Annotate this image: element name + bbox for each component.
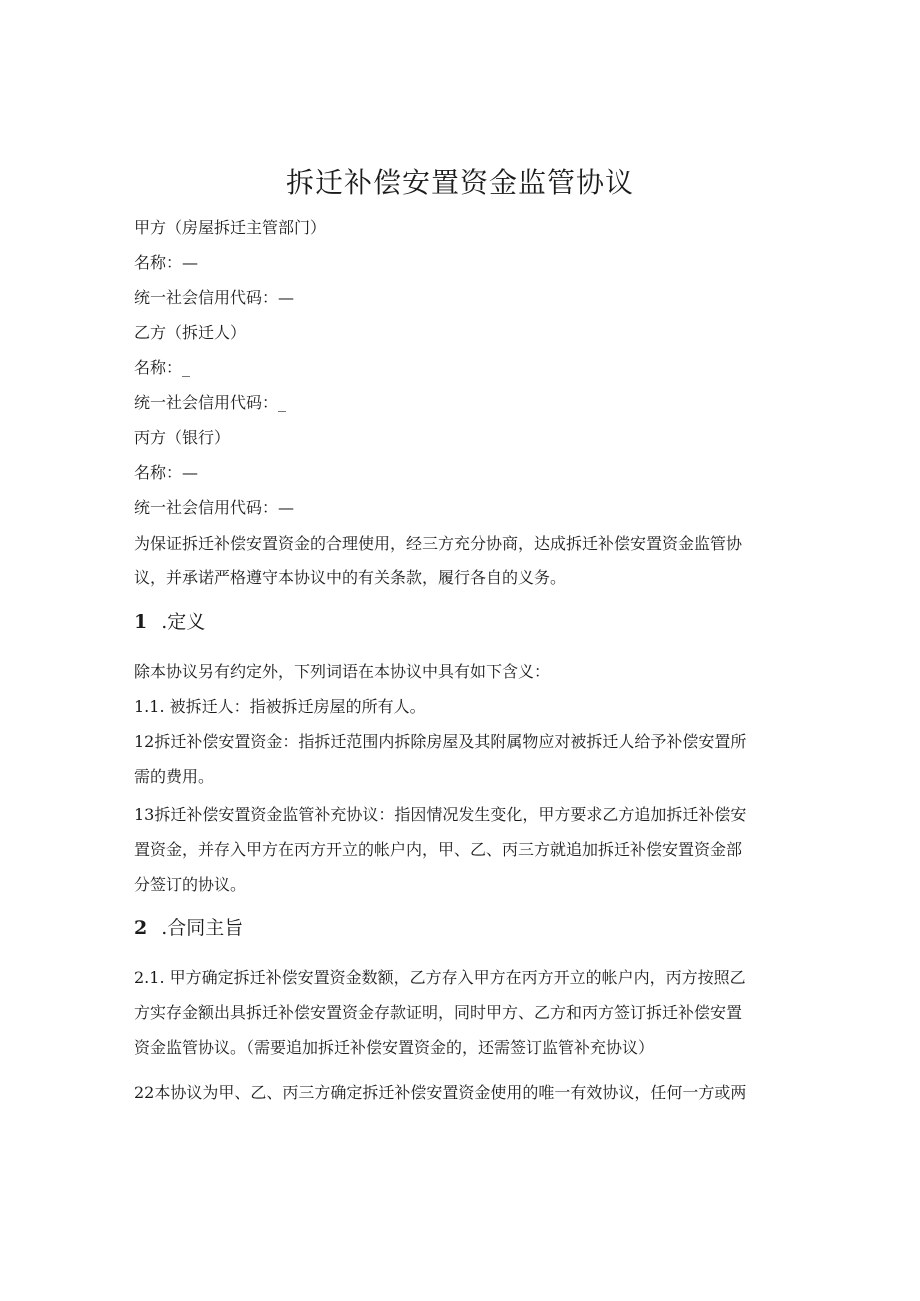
clause-item-continued: 资金监管协议。（需要追加拆迁补偿安置资金的，还需签订监管补充协议）: [134, 1038, 655, 1057]
party-a-name: 名称：—: [134, 253, 199, 272]
section-1-title: .定义: [161, 611, 206, 633]
intro-line: 为保证拆迁补偿安置资金的合理使用，经三方充分协商，达成拆迁补偿安置资金监管协: [134, 534, 743, 553]
section-2-number: 2: [134, 917, 148, 939]
party-c-credit-code: 统一社会信用代码：—: [134, 498, 295, 517]
definition-item: 1.1. 被拆迁人：指被拆迁房屋的所有人。: [134, 697, 426, 716]
definition-item-continued: 置资金，并存入甲方在丙方开立的帐户内，甲、乙、丙三方就追加拆迁补偿安置资金部: [134, 840, 743, 859]
section-2-heading: [134, 916, 794, 940]
party-a-credit-code: 统一社会信用代码：—: [134, 288, 295, 307]
definition-item-continued: 需的费用。: [134, 767, 215, 786]
document-title: 拆迁补偿安置资金监管协议: [285, 166, 634, 199]
party-c-label: 丙方（银行）: [134, 428, 231, 447]
party-b-label: 乙方（拆迁人）: [134, 323, 247, 342]
party-b-credit-code: 统一社会信用代码：_: [134, 393, 287, 412]
section-1-heading: [134, 610, 794, 634]
party-a-label: 甲方（房屋拆迁主管部门）: [134, 218, 327, 237]
intro-line: 议，并承诺严格遵守本协议中的有关条款，履行各自的义务。: [134, 568, 567, 587]
definition-item: 13拆迁补偿安置资金监管补充协议：指因情况发生变化，甲方要求乙方追加拆迁补偿安: [134, 805, 747, 824]
section-2-title: .合同主旨: [161, 917, 244, 939]
definition-item: 12拆迁补偿安置资金：指拆迁范围内拆除房屋及其附属物应对被拆迁人给予补偿安置所: [134, 732, 747, 751]
party-b-name: 名称：_: [134, 358, 191, 377]
definition-item-continued: 分签订的协议。: [134, 875, 247, 894]
clause-item-continued: 方实存金额出具拆迁补偿安置资金存款证明，同时甲方、乙方和丙方签订拆迁补偿安置: [134, 1003, 743, 1022]
section-1-lead: 除本协议另有约定外，下列词语在本协议中具有如下含义：: [134, 662, 551, 681]
clause-item: 2.1. 甲方确定拆迁补偿安置资金数额，乙方存入甲方在丙方开立的帐户内，丙方按照乙: [134, 968, 746, 987]
clause-item: 22本协议为甲、乙、丙三方确定拆迁补偿安置资金使用的唯一有效协议，任何一方或两: [134, 1083, 747, 1102]
section-1-number: 1: [134, 611, 148, 633]
party-c-name: 名称：—: [134, 463, 199, 482]
